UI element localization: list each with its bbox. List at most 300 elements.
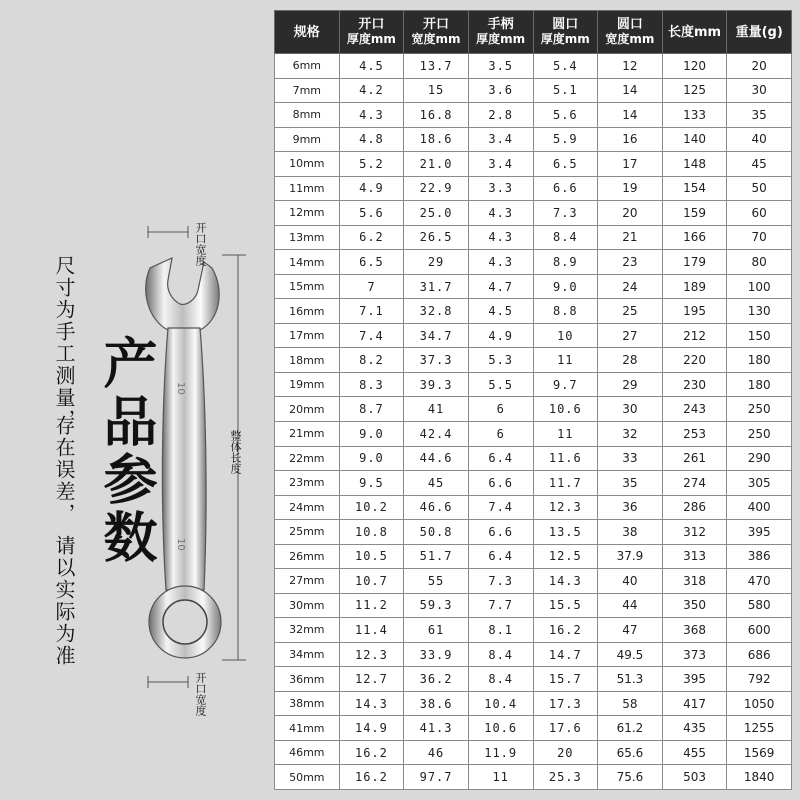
- value-cell: 37.9: [598, 544, 663, 569]
- value-cell: 10.8: [339, 520, 404, 545]
- table-row: [275, 274, 792, 299]
- value-cell: 17: [598, 152, 663, 177]
- column-header-line1: 开口: [358, 17, 385, 32]
- value-cell: 38.6: [404, 691, 469, 716]
- value-cell: 60: [727, 201, 792, 226]
- value-cell: 318: [662, 569, 727, 594]
- value-cell: 13.5: [533, 520, 598, 545]
- value-cell: 350: [662, 593, 727, 618]
- value-cell: 1569: [727, 740, 792, 765]
- value-cell: 36.2: [404, 667, 469, 692]
- value-cell: 261: [662, 446, 727, 471]
- value-cell: 14.3: [533, 569, 598, 594]
- value-cell: 4.3: [339, 103, 404, 128]
- value-cell: 32.8: [404, 299, 469, 324]
- column-header-line2: 宽度mm: [605, 32, 655, 46]
- value-cell: 368: [662, 618, 727, 643]
- value-cell: 7: [339, 274, 404, 299]
- wrench-diagram: [0, 0, 270, 800]
- table-row: [275, 618, 792, 643]
- column-header-line1: 开口: [423, 17, 450, 32]
- value-cell: 6.5: [339, 250, 404, 275]
- spec-cell: 19mm: [275, 372, 340, 397]
- value-cell: 180: [727, 348, 792, 373]
- value-cell: 5.1: [533, 78, 598, 103]
- value-cell: 395: [662, 667, 727, 692]
- column-header-line1: 手柄: [487, 17, 514, 32]
- value-cell: 14: [598, 78, 663, 103]
- column-header-line1: 圆口: [552, 17, 579, 32]
- value-cell: 290: [727, 446, 792, 471]
- value-cell: 2.8: [468, 103, 533, 128]
- value-cell: 305: [727, 471, 792, 496]
- value-cell: 6.6: [468, 471, 533, 496]
- spec-cell: 46mm: [275, 740, 340, 765]
- value-cell: 6.4: [468, 446, 533, 471]
- spec-cell: 27mm: [275, 569, 340, 594]
- value-cell: 11.7: [533, 471, 598, 496]
- measurement-note-part1: 尺寸为手工测量，: [52, 255, 76, 431]
- value-cell: 15: [404, 78, 469, 103]
- table-row: [275, 495, 792, 520]
- value-cell: 8.4: [468, 667, 533, 692]
- value-cell: 9.0: [339, 446, 404, 471]
- value-cell: 14.9: [339, 716, 404, 741]
- spec-cell: 21mm: [275, 421, 340, 446]
- spec-cell: 34mm: [275, 642, 340, 667]
- value-cell: 17.6: [533, 716, 598, 741]
- value-cell: 243: [662, 397, 727, 422]
- value-cell: 26.5: [404, 225, 469, 250]
- value-cell: 274: [662, 471, 727, 496]
- spec-cell: 25mm: [275, 520, 340, 545]
- value-cell: 8.3: [339, 372, 404, 397]
- value-cell: 16.2: [339, 765, 404, 790]
- spec-cell: 17mm: [275, 323, 340, 348]
- value-cell: 34.7: [404, 323, 469, 348]
- value-cell: 148: [662, 152, 727, 177]
- value-cell: 32: [598, 421, 663, 446]
- table-body: [275, 54, 792, 790]
- spec-cell: 30mm: [275, 593, 340, 618]
- value-cell: 19: [598, 176, 663, 201]
- column-header-line2: 厚度mm: [476, 32, 526, 46]
- value-cell: 75.6: [598, 765, 663, 790]
- value-cell: 220: [662, 348, 727, 373]
- table-row: [275, 544, 792, 569]
- value-cell: 6.6: [533, 176, 598, 201]
- wrench-mark-top: 10: [175, 382, 186, 395]
- column-header-line1: 圆口: [616, 17, 643, 32]
- column-header: [339, 11, 404, 54]
- spec-cell: 13mm: [275, 225, 340, 250]
- value-cell: 11.6: [533, 446, 598, 471]
- value-cell: 58: [598, 691, 663, 716]
- wrench-mark-bottom: 10: [175, 538, 186, 551]
- value-cell: 4.9: [468, 323, 533, 348]
- value-cell: 5.6: [339, 201, 404, 226]
- value-cell: 400: [727, 495, 792, 520]
- value-cell: 16: [598, 127, 663, 152]
- value-cell: 4.3: [468, 201, 533, 226]
- value-cell: 44.6: [404, 446, 469, 471]
- spec-cell: 36mm: [275, 667, 340, 692]
- value-cell: 23: [598, 250, 663, 275]
- value-cell: 24: [598, 274, 663, 299]
- value-cell: 4.5: [468, 299, 533, 324]
- value-cell: 10.4: [468, 691, 533, 716]
- value-cell: 8.1: [468, 618, 533, 643]
- value-cell: 40: [727, 127, 792, 152]
- measurement-note-part3: 请以实际为准: [52, 535, 76, 667]
- spec-cell: 14mm: [275, 250, 340, 275]
- value-cell: 253: [662, 421, 727, 446]
- value-cell: 13.7: [404, 54, 469, 79]
- value-cell: 4.3: [468, 250, 533, 275]
- value-cell: 8.9: [533, 250, 598, 275]
- value-cell: 417: [662, 691, 727, 716]
- column-header-line2: 厚度mm: [540, 32, 590, 46]
- spec-cell: 24mm: [275, 495, 340, 520]
- table-row: [275, 691, 792, 716]
- value-cell: 133: [662, 103, 727, 128]
- value-cell: 50: [727, 176, 792, 201]
- value-cell: 25: [598, 299, 663, 324]
- value-cell: 55: [404, 569, 469, 594]
- value-cell: 180: [727, 372, 792, 397]
- value-cell: 61: [404, 618, 469, 643]
- spec-cell: 26mm: [275, 544, 340, 569]
- table-row: [275, 740, 792, 765]
- value-cell: 22.9: [404, 176, 469, 201]
- value-cell: 30: [727, 78, 792, 103]
- table-row: [275, 348, 792, 373]
- table-row: [275, 446, 792, 471]
- value-cell: 1840: [727, 765, 792, 790]
- value-cell: 6: [468, 397, 533, 422]
- value-cell: 580: [727, 593, 792, 618]
- table-row: [275, 642, 792, 667]
- value-cell: 1050: [727, 691, 792, 716]
- table-row: [275, 323, 792, 348]
- value-cell: 50.8: [404, 520, 469, 545]
- value-cell: 11.9: [468, 740, 533, 765]
- value-cell: 10.7: [339, 569, 404, 594]
- value-cell: 312: [662, 520, 727, 545]
- value-cell: 33: [598, 446, 663, 471]
- value-cell: 5.6: [533, 103, 598, 128]
- value-cell: 15.5: [533, 593, 598, 618]
- value-cell: 10.5: [339, 544, 404, 569]
- value-cell: 230: [662, 372, 727, 397]
- value-cell: 4.2: [339, 78, 404, 103]
- value-cell: 212: [662, 323, 727, 348]
- table-row: [275, 299, 792, 324]
- value-cell: 435: [662, 716, 727, 741]
- value-cell: 12: [598, 54, 663, 79]
- spec-cell: 41mm: [275, 716, 340, 741]
- overall-length-label: 整体长度: [229, 430, 242, 474]
- table-row: [275, 569, 792, 594]
- spec-table-container: [274, 10, 792, 790]
- value-cell: 17.3: [533, 691, 598, 716]
- value-cell: 5.5: [468, 372, 533, 397]
- value-cell: 11.2: [339, 593, 404, 618]
- table-row: [275, 201, 792, 226]
- value-cell: 503: [662, 765, 727, 790]
- spec-cell: 50mm: [275, 765, 340, 790]
- value-cell: 8.2: [339, 348, 404, 373]
- value-cell: 4.3: [468, 225, 533, 250]
- table-row: [275, 250, 792, 275]
- spec-cell: 23mm: [275, 471, 340, 496]
- open-width-label-top: 开口宽度: [194, 222, 207, 266]
- value-cell: 3.6: [468, 78, 533, 103]
- value-cell: 125: [662, 78, 727, 103]
- value-cell: 3.3: [468, 176, 533, 201]
- column-header-line1: 长度mm: [668, 24, 722, 40]
- value-cell: 11: [533, 421, 598, 446]
- value-cell: 47: [598, 618, 663, 643]
- value-cell: 8.4: [533, 225, 598, 250]
- table-row: [275, 127, 792, 152]
- table-row: [275, 421, 792, 446]
- left-panel: [0, 0, 270, 800]
- value-cell: 470: [727, 569, 792, 594]
- spec-cell: 20mm: [275, 397, 340, 422]
- column-header-line1: 规格: [293, 24, 320, 40]
- value-cell: 30: [598, 397, 663, 422]
- table-row: [275, 593, 792, 618]
- value-cell: 12.5: [533, 544, 598, 569]
- value-cell: 28: [598, 348, 663, 373]
- value-cell: 7.4: [339, 323, 404, 348]
- spec-cell: 7mm: [275, 78, 340, 103]
- value-cell: 9.7: [533, 372, 598, 397]
- value-cell: 20: [533, 740, 598, 765]
- value-cell: 10.6: [533, 397, 598, 422]
- value-cell: 31.7: [404, 274, 469, 299]
- spec-table: [274, 10, 792, 790]
- value-cell: 8.7: [339, 397, 404, 422]
- value-cell: 395: [727, 520, 792, 545]
- value-cell: 25.0: [404, 201, 469, 226]
- value-cell: 45: [727, 152, 792, 177]
- value-cell: 9.0: [533, 274, 598, 299]
- value-cell: 20: [727, 54, 792, 79]
- value-cell: 4.8: [339, 127, 404, 152]
- value-cell: 120: [662, 54, 727, 79]
- value-cell: 80: [727, 250, 792, 275]
- spec-cell: 18mm: [275, 348, 340, 373]
- value-cell: 6.6: [468, 520, 533, 545]
- spec-cell: 22mm: [275, 446, 340, 471]
- value-cell: 27: [598, 323, 663, 348]
- value-cell: 4.9: [339, 176, 404, 201]
- value-cell: 195: [662, 299, 727, 324]
- value-cell: 33.9: [404, 642, 469, 667]
- table-row: [275, 78, 792, 103]
- value-cell: 25.3: [533, 765, 598, 790]
- value-cell: 11: [468, 765, 533, 790]
- wrench-open-end: [146, 258, 219, 330]
- value-cell: 11.4: [339, 618, 404, 643]
- value-cell: 130: [727, 299, 792, 324]
- value-cell: 16.2: [533, 618, 598, 643]
- value-cell: 179: [662, 250, 727, 275]
- value-cell: 8.4: [468, 642, 533, 667]
- value-cell: 41: [404, 397, 469, 422]
- value-cell: 41.3: [404, 716, 469, 741]
- value-cell: 37.3: [404, 348, 469, 373]
- value-cell: 12.3: [533, 495, 598, 520]
- value-cell: 29: [404, 250, 469, 275]
- value-cell: 5.3: [468, 348, 533, 373]
- value-cell: 7.7: [468, 593, 533, 618]
- column-header-line2: 宽度mm: [411, 32, 461, 46]
- value-cell: 10.2: [339, 495, 404, 520]
- value-cell: 455: [662, 740, 727, 765]
- value-cell: 9.5: [339, 471, 404, 496]
- value-cell: 286: [662, 495, 727, 520]
- value-cell: 6: [468, 421, 533, 446]
- value-cell: 4.7: [468, 274, 533, 299]
- table-row: [275, 372, 792, 397]
- value-cell: 16.8: [404, 103, 469, 128]
- value-cell: 792: [727, 667, 792, 692]
- table-row: [275, 765, 792, 790]
- value-cell: 70: [727, 225, 792, 250]
- value-cell: 14.7: [533, 642, 598, 667]
- table-row: [275, 471, 792, 496]
- value-cell: 9.0: [339, 421, 404, 446]
- spec-cell: 9mm: [275, 127, 340, 152]
- value-cell: 7.1: [339, 299, 404, 324]
- column-header-line2: 厚度mm: [346, 32, 396, 46]
- value-cell: 45: [404, 471, 469, 496]
- value-cell: 6.5: [533, 152, 598, 177]
- value-cell: 6.4: [468, 544, 533, 569]
- value-cell: 373: [662, 642, 727, 667]
- value-cell: 686: [727, 642, 792, 667]
- value-cell: 51.3: [598, 667, 663, 692]
- value-cell: 10: [533, 323, 598, 348]
- column-header: [404, 11, 469, 54]
- value-cell: 21.0: [404, 152, 469, 177]
- column-header-line1: 重量(g): [735, 24, 783, 40]
- spec-cell: 8mm: [275, 103, 340, 128]
- value-cell: 29: [598, 372, 663, 397]
- table-row: [275, 152, 792, 177]
- column-header: [662, 11, 727, 54]
- value-cell: 313: [662, 544, 727, 569]
- value-cell: 189: [662, 274, 727, 299]
- value-cell: 61.2: [598, 716, 663, 741]
- value-cell: 11: [533, 348, 598, 373]
- value-cell: 12.3: [339, 642, 404, 667]
- spec-cell: 16mm: [275, 299, 340, 324]
- value-cell: 14.3: [339, 691, 404, 716]
- column-header: [598, 11, 663, 54]
- value-cell: 38: [598, 520, 663, 545]
- value-cell: 5.4: [533, 54, 598, 79]
- value-cell: 250: [727, 421, 792, 446]
- table-header-row: [275, 11, 792, 54]
- value-cell: 51.7: [404, 544, 469, 569]
- value-cell: 100: [727, 274, 792, 299]
- value-cell: 21: [598, 225, 663, 250]
- value-cell: 20: [598, 201, 663, 226]
- table-row: [275, 225, 792, 250]
- value-cell: 166: [662, 225, 727, 250]
- table-row: [275, 103, 792, 128]
- value-cell: 59.3: [404, 593, 469, 618]
- value-cell: 49.5: [598, 642, 663, 667]
- value-cell: 14: [598, 103, 663, 128]
- value-cell: 15.7: [533, 667, 598, 692]
- value-cell: 1255: [727, 716, 792, 741]
- value-cell: 65.6: [598, 740, 663, 765]
- spec-cell: 6mm: [275, 54, 340, 79]
- value-cell: 5.2: [339, 152, 404, 177]
- value-cell: 4.5: [339, 54, 404, 79]
- table-row: [275, 397, 792, 422]
- value-cell: 7.3: [468, 569, 533, 594]
- open-width-label-bottom: 开口宽度: [194, 672, 207, 716]
- spec-cell: 11mm: [275, 176, 340, 201]
- value-cell: 8.8: [533, 299, 598, 324]
- value-cell: 159: [662, 201, 727, 226]
- value-cell: 42.4: [404, 421, 469, 446]
- value-cell: 3.5: [468, 54, 533, 79]
- value-cell: 386: [727, 544, 792, 569]
- table-row: [275, 176, 792, 201]
- value-cell: 35: [598, 471, 663, 496]
- spec-cell: 38mm: [275, 691, 340, 716]
- column-header: [533, 11, 598, 54]
- table-row: [275, 54, 792, 79]
- value-cell: 39.3: [404, 372, 469, 397]
- spec-cell: 12mm: [275, 201, 340, 226]
- value-cell: 600: [727, 618, 792, 643]
- value-cell: 35: [727, 103, 792, 128]
- value-cell: 154: [662, 176, 727, 201]
- value-cell: 6.2: [339, 225, 404, 250]
- value-cell: 5.9: [533, 127, 598, 152]
- product-params-title: 产品参数: [95, 335, 158, 567]
- value-cell: 3.4: [468, 127, 533, 152]
- spec-cell: 32mm: [275, 618, 340, 643]
- value-cell: 44: [598, 593, 663, 618]
- value-cell: 150: [727, 323, 792, 348]
- value-cell: 46: [404, 740, 469, 765]
- value-cell: 46.6: [404, 495, 469, 520]
- value-cell: 250: [727, 397, 792, 422]
- column-header: [727, 11, 792, 54]
- table-row: [275, 520, 792, 545]
- value-cell: 36: [598, 495, 663, 520]
- measurement-note-part2: 存在误差，: [52, 415, 76, 525]
- value-cell: 97.7: [404, 765, 469, 790]
- value-cell: 40: [598, 569, 663, 594]
- value-cell: 3.4: [468, 152, 533, 177]
- column-header: [275, 11, 340, 54]
- value-cell: 10.6: [468, 716, 533, 741]
- table-row: [275, 716, 792, 741]
- value-cell: 7.4: [468, 495, 533, 520]
- value-cell: 7.3: [533, 201, 598, 226]
- value-cell: 18.6: [404, 127, 469, 152]
